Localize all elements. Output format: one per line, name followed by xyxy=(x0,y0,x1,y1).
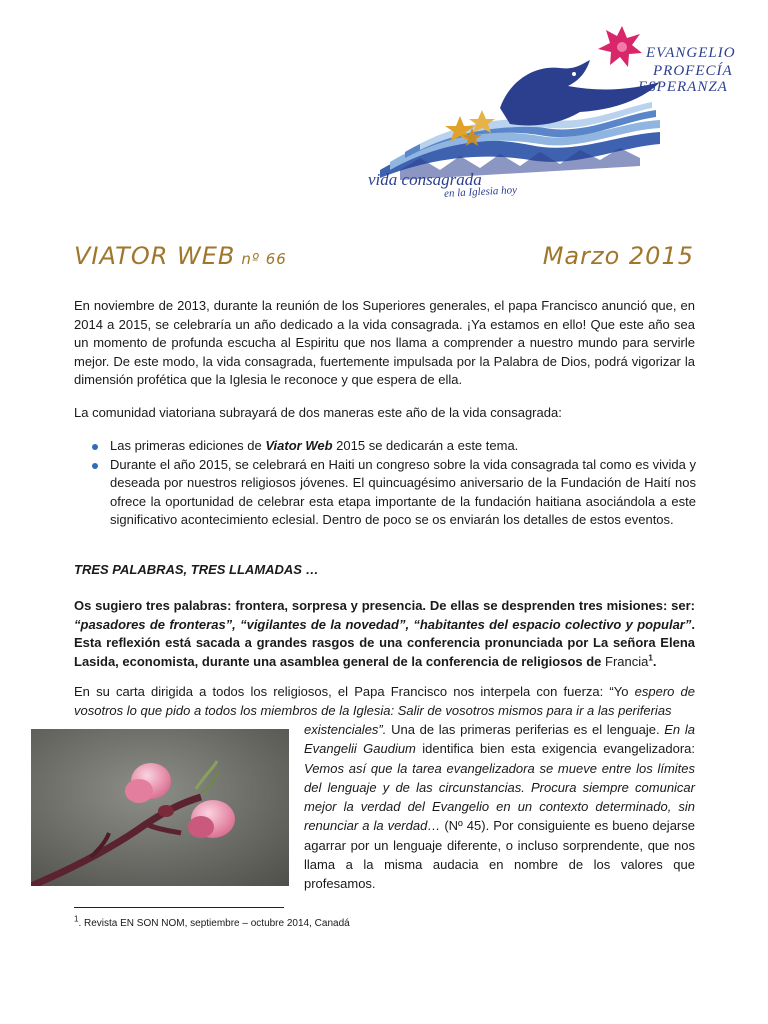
p5-text-b: Una de las primeras periferias es el lenguaje. xyxy=(386,722,665,737)
paragraph-community: La comunidad viatoriana subrayará de dos maneras este año de la vida consagrada: xyxy=(74,405,562,420)
p4-text-a: En su carta dirigida a todos los religiosos, el Papa Francisco nos interpela con fuerza: “Yo xyxy=(74,684,635,699)
bullet1-emphasis: Viator Web xyxy=(265,438,333,453)
p3-text-e: . xyxy=(652,653,657,669)
list-item xyxy=(92,456,696,530)
bullet-list xyxy=(92,437,696,530)
issue-date: Marzo 2015 xyxy=(542,242,694,270)
paragraph-letter xyxy=(74,683,695,720)
logo-tagline: vida consagrada xyxy=(368,170,482,189)
p5-text-c: En la Evangelii Gaudium xyxy=(304,722,695,757)
p3-text-a: Os sugiero tres palabras: frontera, sorpresa y presencia. De ellas se desprenden tres misiones: ser: xyxy=(74,598,695,613)
section-heading: TRES PALABRAS, TRES LLAMADAS … xyxy=(74,562,319,577)
footnote-divider xyxy=(74,907,284,908)
logo-title-line-1: EVANGELIO xyxy=(646,45,736,61)
logo-subtagline: en la Iglesia hoy xyxy=(443,184,518,200)
bullet-icon xyxy=(92,444,98,450)
newsletter-title xyxy=(74,242,287,270)
paragraph-periphery xyxy=(304,720,695,894)
p5-quote: Vemos así que la tarea evangelizadora se mueve entre los límites del lenguaje y de las circunstancias. Procura siempre comunicar mejor la verdad del Evangelio en un contexto determinado, sin renunciar a la verdad… xyxy=(304,760,695,834)
p5-text-d: identifica bien esta exigencia evangelizadora: xyxy=(415,741,695,757)
footnote-ref: 1 xyxy=(648,653,653,663)
p3-text-c: . Esta reflexión está sacada a grandes rasgos de una conferencia pronunciada por La señora Elena Lasida, economista, durante una asamblea general de la conferencia de religiosos de xyxy=(74,616,695,669)
footnote xyxy=(74,914,350,929)
bullet1-text-b: 2015 se dedicarán a este tema. xyxy=(332,438,519,453)
logo xyxy=(360,20,760,210)
newsletter-name: VIATOR WEB xyxy=(74,242,236,270)
bullet2-text: Durante el año 2015, se celebrará en Haiti un congreso sobre la vida consagrada tal como es vivida y deseada por nuestros religiosos jóvenes. El quincuagésimo aniversario de la Fundación de Haití nos ofrece la oportunidad de celebrar esta etapa importante de la fundación haitiana asociándola a este significativo acontecimiento eclesial. Dentro de poco se os enviarán los detalles de estos eventos. xyxy=(110,456,696,527)
p5-text-f: (Nº 45). Por consiguiente es bueno dejarse agarrar por un lenguaje diferente, o incluso sorprendente, que nos llama a la misma audacia en nombre de los valores que profesamos. xyxy=(304,818,695,892)
logo-title-line-2: PROFECÍA xyxy=(653,63,733,79)
footnote-text: . Revista EN SON NOM, septiembre – octubre 2014, Canadá xyxy=(78,918,350,929)
logo-title-line-3: ESPERANZA xyxy=(638,79,728,95)
p3-quotes: “pasadores de fronteras”, “vigilantes de la novedad”, “habitantes del espacio colectivo y popular” xyxy=(74,616,692,632)
paragraph-intro: En noviembre de 2013, durante la reunión de los Superiores generales, el papa Francisco anunció que, en 2014 a 2015, se celebraría un año dedicado a la vida consagrada. ¡Ya estamos en ello! Que este año sea un momento de profunda escucha al Espiritu que nos llama a comprender a nuestro mundo para servirle mejor. De este modo, la vida consagrada, fuertemente impulsada por la Palabra de Dios, podrá vigorizar la dimensión profética que la Iglesia le reconoce y que espera de ella. xyxy=(74,298,695,387)
bullet-icon xyxy=(92,463,98,469)
list-item xyxy=(92,437,696,456)
bullet1-text-a: Las primeras ediciones de xyxy=(110,438,266,453)
p3-country: Francia xyxy=(605,653,649,669)
blossom-photo xyxy=(31,729,289,886)
p5-text-a: existenciales”. xyxy=(304,722,387,737)
issue-number: nº 66 xyxy=(241,250,287,268)
paragraph-three-words xyxy=(74,597,695,671)
footnote-marker: 1 xyxy=(74,914,79,924)
p4-quote: espero de vosotros lo que pido a todos los miembros de la Iglesia: Salir de vosotros mismos para ir a las periferias xyxy=(74,684,695,718)
